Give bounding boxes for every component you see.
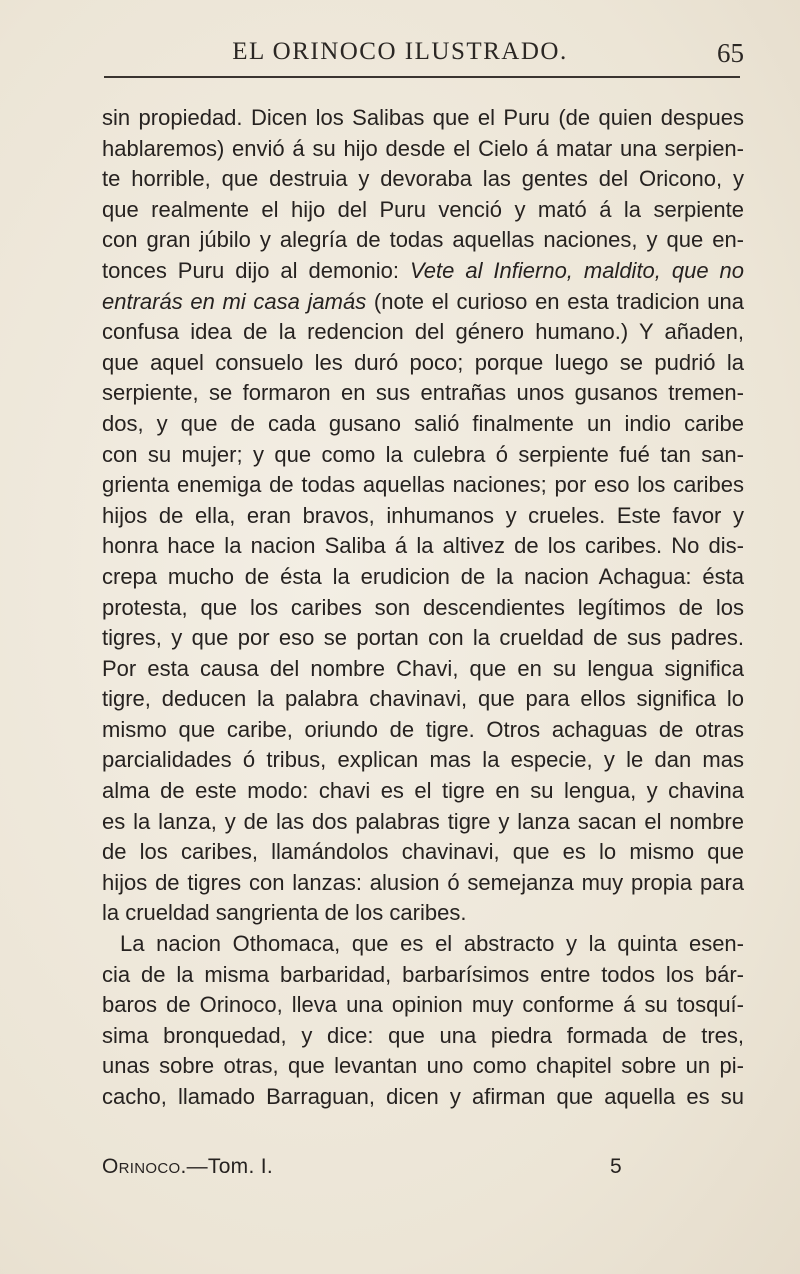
- italic-quote: Vete al Infierno, maldito, que no: [409, 257, 744, 283]
- text-line: hijos de tigres con lanzas: alusion ó semejanza muy propia para: [102, 869, 744, 895]
- text-line: mismo que caribe, oriundo de tigre. Otros achaguas de otras: [102, 716, 744, 742]
- text-line: la crueldad sangrienta de los caribes.: [102, 900, 467, 926]
- text-line: crepa mucho de ésta la erudicion de la nacion Achagua: ésta: [102, 563, 744, 589]
- italic-quote: entrarás en mi casa jamás: [102, 288, 367, 314]
- text-line: baros de Orinoco, lleva una opinion muy conforme á su tosquí-: [102, 992, 744, 1018]
- text-line: con su mujer; y que como la culebra ó serpiente fué tan san-: [102, 441, 744, 467]
- text-fragment: (note el curioso en esta tradicion una: [373, 288, 744, 314]
- printer-signature: [102, 1155, 273, 1179]
- text-line: La nacion Othomaca, que es el abstracto y la quinta esen-: [120, 931, 744, 957]
- text-line: cacho, llamado Barraguan, dicen y afirman que aquella es su: [102, 1084, 744, 1109]
- page-number: 65: [717, 38, 744, 68]
- body-text: [102, 103, 744, 1113]
- text-line: serpiente, se formaron en sus entrañas unos gusanos tremen-: [102, 380, 744, 406]
- text-line: grienta enemiga de todas aquellas naciones; por eso los caribes: [102, 472, 744, 498]
- text-line: protesta, que los caribes son descendientes legítimos de los: [102, 594, 744, 620]
- text-line: hijos de ella, eran bravos, inhumanos y crueles. Este favor y: [102, 502, 744, 528]
- page-header: [0, 38, 800, 68]
- text-line: sin propiedad. Dicen los Salibas que el Puru (de quien despues: [102, 105, 744, 130]
- text-line: tigres, y que por eso se portan con la crueldad de sus padres.: [102, 625, 744, 651]
- text-line: tigre, deducen la palabra chavinavi, que para ellos significa lo: [102, 686, 744, 712]
- text-line: parcialidades ó tribus, explican mas la especie, y le dan mas: [102, 747, 744, 773]
- text-line: que aquel consuelo les duró poco; porque luego se pudrió la: [102, 349, 744, 375]
- signature-initial: O: [102, 1155, 119, 1178]
- text-line: unas sobre otras, que levantan uno como chapitel sobre un pi-: [102, 1053, 744, 1079]
- signature-rest: rinoco: [118, 1155, 181, 1178]
- text-line: alma de este modo: chavi es el tigre en su lengua, y chavina: [102, 778, 744, 804]
- text-line: Por esta causa del nombre Chavi, que en su lengua significa: [102, 655, 744, 681]
- text-line: que realmente el hijo del Puru venció y mató á la serpiente: [102, 196, 744, 222]
- running-title: EL ORINOCO ILUSTRADO.: [232, 38, 568, 65]
- text-line: de los caribes, llamándolos chavinavi, que es lo mismo que: [102, 839, 744, 865]
- sheet-number: 5: [610, 1155, 622, 1178]
- text-fragment: tonces Puru dijo al demonio:: [102, 257, 399, 283]
- text-line: te horrible, que destruia y devoraba las gentes del Oricono, y: [102, 166, 744, 192]
- text-line-mixed: [102, 287, 744, 318]
- text-line: cia de la misma barbaridad, barbarísimos entre todos los bár-: [102, 961, 744, 987]
- text-line-mixed: [102, 256, 744, 287]
- text-line: dos, y que de cada gusano salió finalmente un indio caribe: [102, 410, 744, 436]
- page-footer: [102, 1155, 744, 1185]
- text-line: honra hace la nacion Saliba á la altivez de los caribes. No dis-: [102, 533, 744, 559]
- text-line: sima bronquedad, y dice: que una piedra formada de tres,: [102, 1022, 744, 1048]
- text-line: es la lanza, y de las dos palabras tigre y lanza sacan el nombre: [102, 808, 744, 834]
- signature-suffix: .—Tom. I.: [180, 1155, 273, 1178]
- text-line: con gran júbilo y alegría de todas aquellas naciones, y que en-: [102, 227, 744, 253]
- header-rule: [104, 76, 740, 78]
- text-line: hablaremos) envió á su hijo desde el Cielo á matar una serpien-: [102, 135, 744, 161]
- text-line: confusa idea de la redencion del género humano.) Y añaden,: [102, 319, 744, 345]
